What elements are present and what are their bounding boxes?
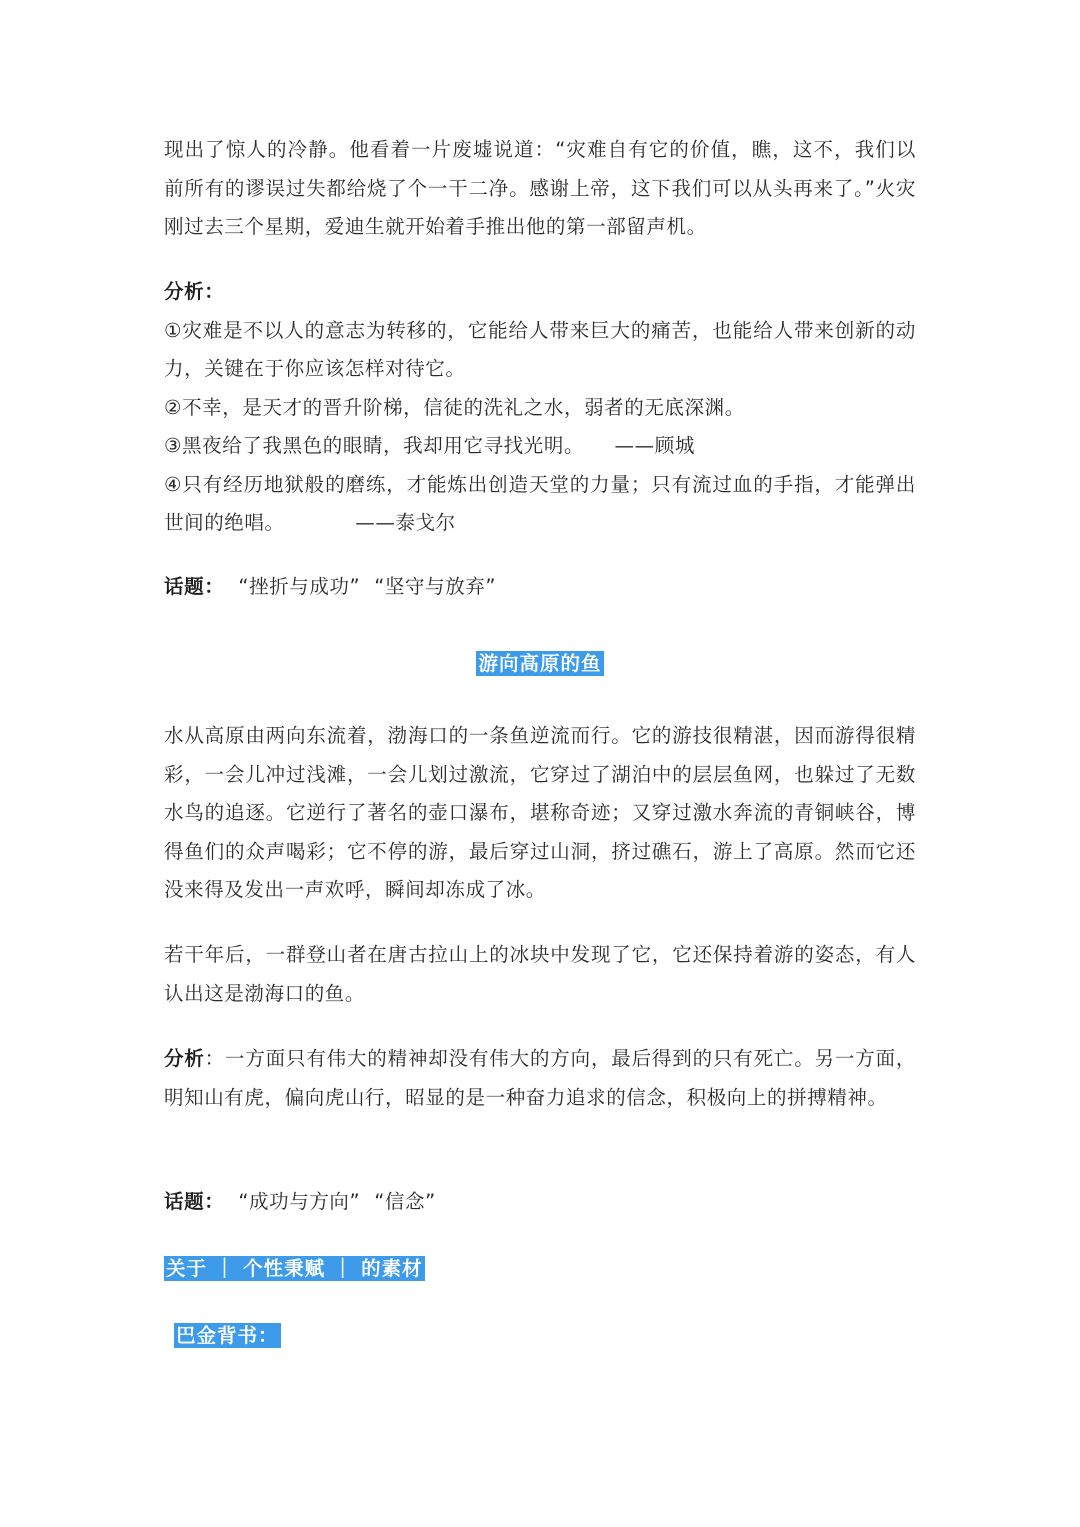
topic-value: “信念” xyxy=(374,1190,436,1213)
topic-line-1 xyxy=(164,568,916,607)
section-title: 关于 ｜ 个性秉赋 ｜ 的素材 xyxy=(166,1257,423,1280)
section-subtitle: 巴金背书： xyxy=(176,1324,279,1347)
intro-text: 现出了惊人的冷静。他看着一片废墟说道：“灾难自有它的价值，瞧，这不，我们以前所有的谬误过失都给烧了个一干二净。感谢上帝，这下我们可以从头再来了。”火灾刚过去三个星期，爱迪生就开始着手推出他的第一部留声机。 xyxy=(164,138,916,238)
story-title-row xyxy=(0,650,1080,678)
topic-label: 话题： xyxy=(164,575,225,598)
analysis-label: 分析 xyxy=(164,1047,205,1070)
story-text: 水从高原由两向东流着，渤海口的一条鱼逆流而行。它的游技很精湛，因而游得很精彩，一会儿冲过浅滩，一会儿划过激流，它穿过了湖泊中的层层鱼网，也躲过了无数水鸟的追逐。它逆行了著名的壶口瀑布，堪称奇迹；又穿过激水奔流的青铜峡谷，博得鱼们的众声喝彩；它不停的游，最后穿过山洞，挤过礁石，游上了高原。然而它还没来得及发出一声欢呼，瞬间却冻成了冰。 xyxy=(164,724,916,901)
analysis-item-3: ③黑夜给了我黑色的眼睛，我却用它寻找光明。 ——顾城 xyxy=(164,434,695,457)
section-subtitle-row xyxy=(174,1322,281,1350)
analysis-item-4: ④只有经历地狱般的磨练，才能炼出创造天堂的力量；只有流过血的手指，才能弹出世间的绝唱。 ——泰戈尔 xyxy=(164,472,916,534)
analysis-item-2: ②不幸，是天才的晋升阶梯，信徒的洗礼之水，弱者的无底深渊。 xyxy=(164,395,745,419)
story-text: 若干年后，一群登山者在唐古拉山上的冰块中发现了它，它还保持着游的姿态，有人认出这是渤海口的鱼。 xyxy=(164,943,916,1005)
story-paragraph-1 xyxy=(164,717,916,910)
analysis-item-1: ①灾难是不以人的意志为转移的，它能给人带来巨大的痛苦，也能给人带来创新的动力，关键在于你应该怎样对待它。 xyxy=(164,318,916,380)
analysis-section-2 xyxy=(164,1040,916,1117)
topic-label: 话题： xyxy=(164,1190,225,1213)
topic-value: “坚守与放弃” xyxy=(374,575,497,598)
section-title-row xyxy=(164,1255,425,1283)
intro-paragraph xyxy=(164,131,916,247)
story-title: 游向高原的鱼 xyxy=(478,652,602,675)
analysis-section-1 xyxy=(164,273,916,543)
analysis-label: 分析： xyxy=(164,280,225,303)
topic-value: “挫折与成功” xyxy=(238,575,361,598)
topic-value: “成功与方向” xyxy=(238,1190,361,1213)
story-paragraph-2 xyxy=(164,936,916,1013)
topic-line-2 xyxy=(164,1183,916,1222)
analysis-text: ：一方面只有伟大的精神却没有伟大的方向，最后得到的只有死亡。另一方面，明知山有虎，偏向虎山行，昭显的是一种奋力追求的信念，积极向上的拼搏精神。 xyxy=(164,1047,916,1109)
